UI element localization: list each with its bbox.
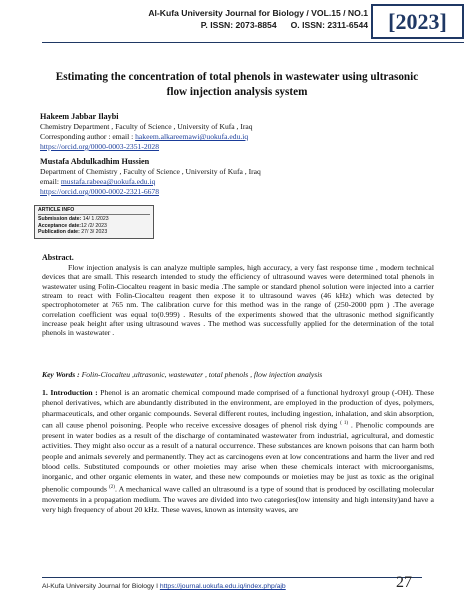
author-email-line [40, 177, 261, 187]
keywords-text: Folin-Ciocalteu ,ultrasonic, wastewater , total phenols , flow injection analysis [79, 370, 323, 379]
email-label: Corresponding author : email : [40, 132, 136, 141]
author-department: Chemistry Department , Faculty of Science , University of Kufa , Iraq [40, 122, 253, 131]
title-line-2: flow injection analysis system [166, 86, 308, 98]
author-department: Department of Chemistry , Faculty of Science , University of Kufa , Iraq [40, 167, 261, 176]
page-footer [42, 583, 286, 590]
footer-separator: I [156, 583, 160, 590]
footer-divider [42, 577, 422, 578]
author-orcid [40, 142, 253, 152]
publication-date [38, 229, 150, 236]
intro-text-1: Phenol is an aromatic chemical compound made comprised of a functional hydroxyl group (-OH). These phenol derivatives, which are abundantly distributed in the environment, are employed in the production of dyes, polymers, pharmaceuticals, and other organic compounds. Several different routes, including ingestion, inhalation, and skin absorption, can all cause phenol poisoning. People who receive excessive dosages of phenol risk dying [42, 388, 434, 430]
abstract-heading: Abstract. [42, 253, 74, 262]
publication-label: Publication date: [38, 229, 80, 236]
article-info-box [34, 205, 154, 239]
submission-date [38, 216, 150, 223]
intro-text-3: . A mechanical wave called an ultrasound is a type of sound that is produced by oscillating molecular movements in a propagation medium. The waves are divided into two categories(low intensity and high intensity)and have a very high frequency of about 20 kHz. These waves, known as intensity waves, are [42, 484, 434, 514]
acceptance-date [38, 223, 150, 230]
header-divider [42, 42, 464, 43]
journal-issn-line [148, 20, 368, 30]
author-email-line [40, 132, 253, 142]
keywords-line [42, 370, 434, 380]
author-orcid [40, 187, 261, 197]
journal-header-title: Al-Kufa University Journal for Biology / VOL.15 / NO.1 [148, 8, 368, 18]
abstract-text: Flow injection analysis is can analyze multiple samples, high accuracy, a very fast response time , modern technical devices that are small. This research intended to study the efficiency of ultrasound waves were determined total phenols in wastewater using Folin-Ciocalteu reagent in basic media .The sample or standard phenol solution were injected into a carrier stream to react with Folin-Ciocalteu reagent then expose it to ultrasound waves (46 kHz) which was detected by spectrophotometer at 765 nm. The calibration curve for this method was in the range of (250-2000 ppm ) .The average correlation coefficient was equal to(0.999) . Results of the experiments showed that the ultrasonic method significantly increase peak height after using ultrasound waves . The method was successfully applied for the determination of the total phenols in wastewater . [42, 263, 434, 338]
year-badge: [2023] [371, 4, 464, 39]
footer-journal: Al-Kufa University Journal for Biology [42, 583, 157, 590]
author-name: Mustafa Abdulkadhim Hussien [40, 157, 150, 166]
page-number: 27 [396, 574, 412, 591]
keywords-label: Key Words : [42, 370, 80, 379]
acceptance-value: 12 /2/ 2023 [80, 222, 107, 229]
article-info-title: ARTICLE INFO [38, 207, 150, 215]
introduction-heading: 1. Introduction : [42, 388, 98, 397]
abstract-body [42, 263, 434, 338]
submission-value: 14/ 1 /2023 [81, 215, 109, 222]
acceptance-label: Acceptance date: [38, 222, 81, 229]
submission-label: Submission date: [38, 215, 82, 222]
citation-ref-2: (2) [109, 484, 115, 490]
email-label: email: [40, 177, 61, 186]
citation-ref-1: ( 1) [340, 421, 349, 427]
author-email-link[interactable]: hakeem.alkareemawi@uokufa.edu.iq [135, 132, 249, 141]
author-name: Hakeem Jabbar Ilaybi [40, 112, 119, 121]
introduction-paragraph [42, 388, 434, 515]
author-block-2 [40, 157, 261, 197]
online-issn: O. ISSN: 2311-6544 [290, 20, 368, 30]
journal-url-link[interactable]: https://journal.uokufa.edu.iq/index.php/ajb [159, 583, 286, 590]
author-block-1 [40, 112, 253, 152]
orcid-link[interactable]: https://orcid.org/0000-0003-2351-2028 [40, 142, 160, 151]
paper-title [40, 70, 434, 100]
author-email-link[interactable]: mustafa.rabeea@uokufa.edu.iq [60, 177, 156, 186]
intro-text-2: . Phenolic compounds are present in water bodies as a result of the discharge of contaminated wastewater from industrial, agricultural, and domestic activities. They might also occur as a result of a natural occurrence. These substances are known poisons that can harm both people and animals severely and permanently. They act as carcinogens even at low concentrations and harm the liver and red blood cells. Substituted compounds or other moieties may arise when these chemicals interact with microorganisms, inorganic, and other organic elements in water, and these new compounds or moieties may be just as toxic as the original phenolic compounds [42, 420, 434, 494]
print-issn: P. ISSN: 2073-8854 [200, 20, 277, 30]
publication-value: 27/ 3/ 2023 [79, 229, 108, 236]
title-line-1: Estimating the concentration of total phenols in wastewater using ultrasonic [55, 71, 419, 83]
orcid-link[interactable]: https://orcid.org/0000-0002-2321-6678 [40, 187, 160, 196]
